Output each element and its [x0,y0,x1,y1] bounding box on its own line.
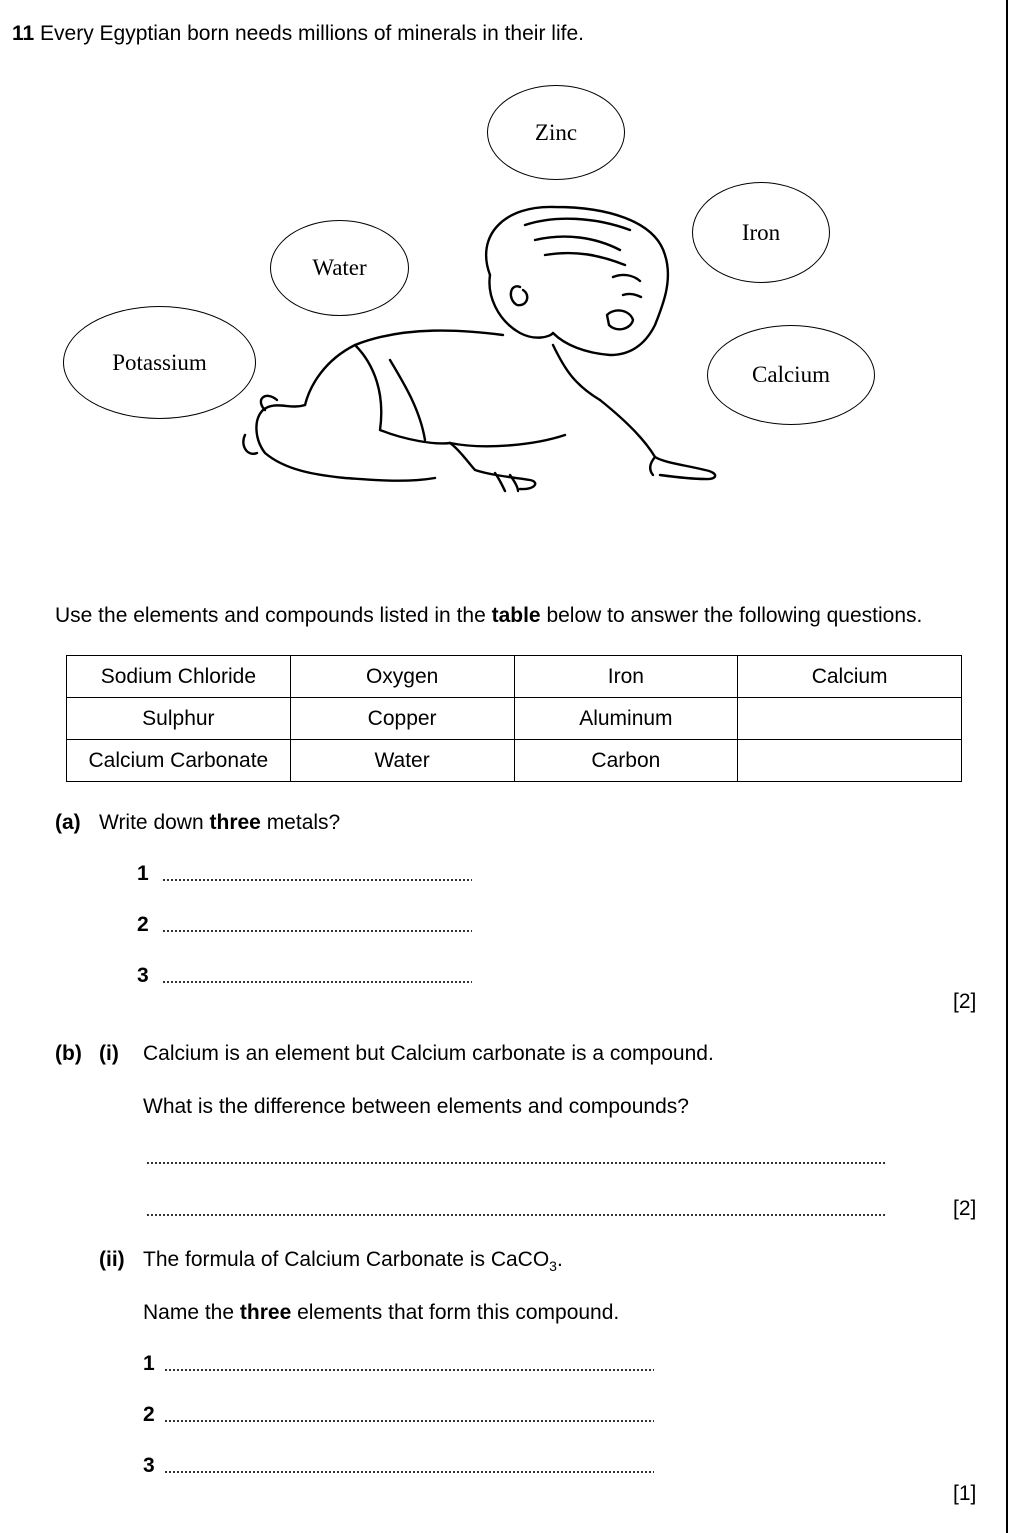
part-b-ii-label: (ii) [99,1248,125,1271]
answer-number: 3 [143,1454,155,1477]
answer-number: 2 [143,1403,155,1426]
answer-number: 3 [137,964,149,987]
table-cell: Sulphur [67,698,291,740]
table-cell [738,740,962,782]
bubble-label: Iron [741,219,781,245]
bubble-zinc [487,85,625,180]
part-b-i-text: Calcium is an element but Calcium carbonate is a compound. [143,1042,714,1065]
marks-b-ii: [1] [953,1482,977,1505]
text-part: . [556,1248,563,1271]
question-number: 11 [12,22,35,45]
table-cell: Aluminum [514,698,738,740]
answer-line[interactable] [164,1369,654,1371]
answer-line[interactable] [146,1162,886,1164]
elements-table [66,655,962,782]
part-a-label: (a) [55,811,81,834]
bubble-label: Potassium [112,349,207,375]
baby-illustration [235,195,725,495]
answer-number: 1 [143,1352,155,1375]
bubble-label: Calcium [752,362,830,387]
bubble-label: Zinc [534,119,578,145]
text-part: The formula of Calcium Carbonate is CaCO [143,1248,550,1271]
question-part: Write down [99,811,210,834]
instruction-part: below to answer the following questions. [540,604,923,627]
table-cell [738,698,962,740]
part-b-label: (b) [55,1042,82,1065]
table-cell: Oxygen [290,656,514,698]
part-b-i-label: (i) [99,1042,119,1065]
question-part: elements that form this compound. [291,1301,620,1324]
answer-line[interactable] [162,879,472,881]
instruction-text [55,604,922,628]
answer-number: 1 [137,862,149,885]
answer-number: 2 [137,913,149,936]
part-b-ii-text [143,1248,563,1278]
table-cell: Calcium Carbonate [67,740,291,782]
answer-line[interactable] [146,1214,886,1216]
bubble-calcium [707,325,875,425]
marks-b-i: [2] [953,1197,977,1220]
table-cell: Calcium [738,656,962,698]
bubble-label: Water [312,255,367,280]
table-cell: Iron [514,656,738,698]
table-cell: Sodium Chloride [67,656,291,698]
answer-line[interactable] [164,1471,654,1473]
instruction-bold: table [491,604,541,627]
part-b-i-question: What is the difference between elements and compounds? [143,1095,689,1118]
answer-line[interactable] [164,1420,654,1422]
question-bold: three [239,1301,292,1324]
part-b-ii-question [143,1301,619,1325]
question-intro: Every Egyptian born needs millions of minerals in their life. [34,22,584,45]
question-part: Name the [143,1301,240,1324]
answer-line[interactable] [162,981,472,983]
question-part: metals? [260,811,341,834]
table-cell: Copper [290,698,514,740]
instruction-part: Use the elements and compounds listed in the [55,604,492,627]
part-a-question [99,811,340,835]
table-cell: Water [290,740,514,782]
question-header [12,22,584,46]
table-row [67,656,962,698]
table-row [67,698,962,740]
table-row [67,740,962,782]
marks-a: [2] [953,990,977,1013]
formula-subscript: 3 [549,1258,557,1275]
bubble-potassium [63,306,256,419]
answer-line[interactable] [162,930,472,932]
question-bold: three [209,811,261,834]
table-cell: Carbon [514,740,738,782]
page-margin-rule [1006,0,1008,1533]
